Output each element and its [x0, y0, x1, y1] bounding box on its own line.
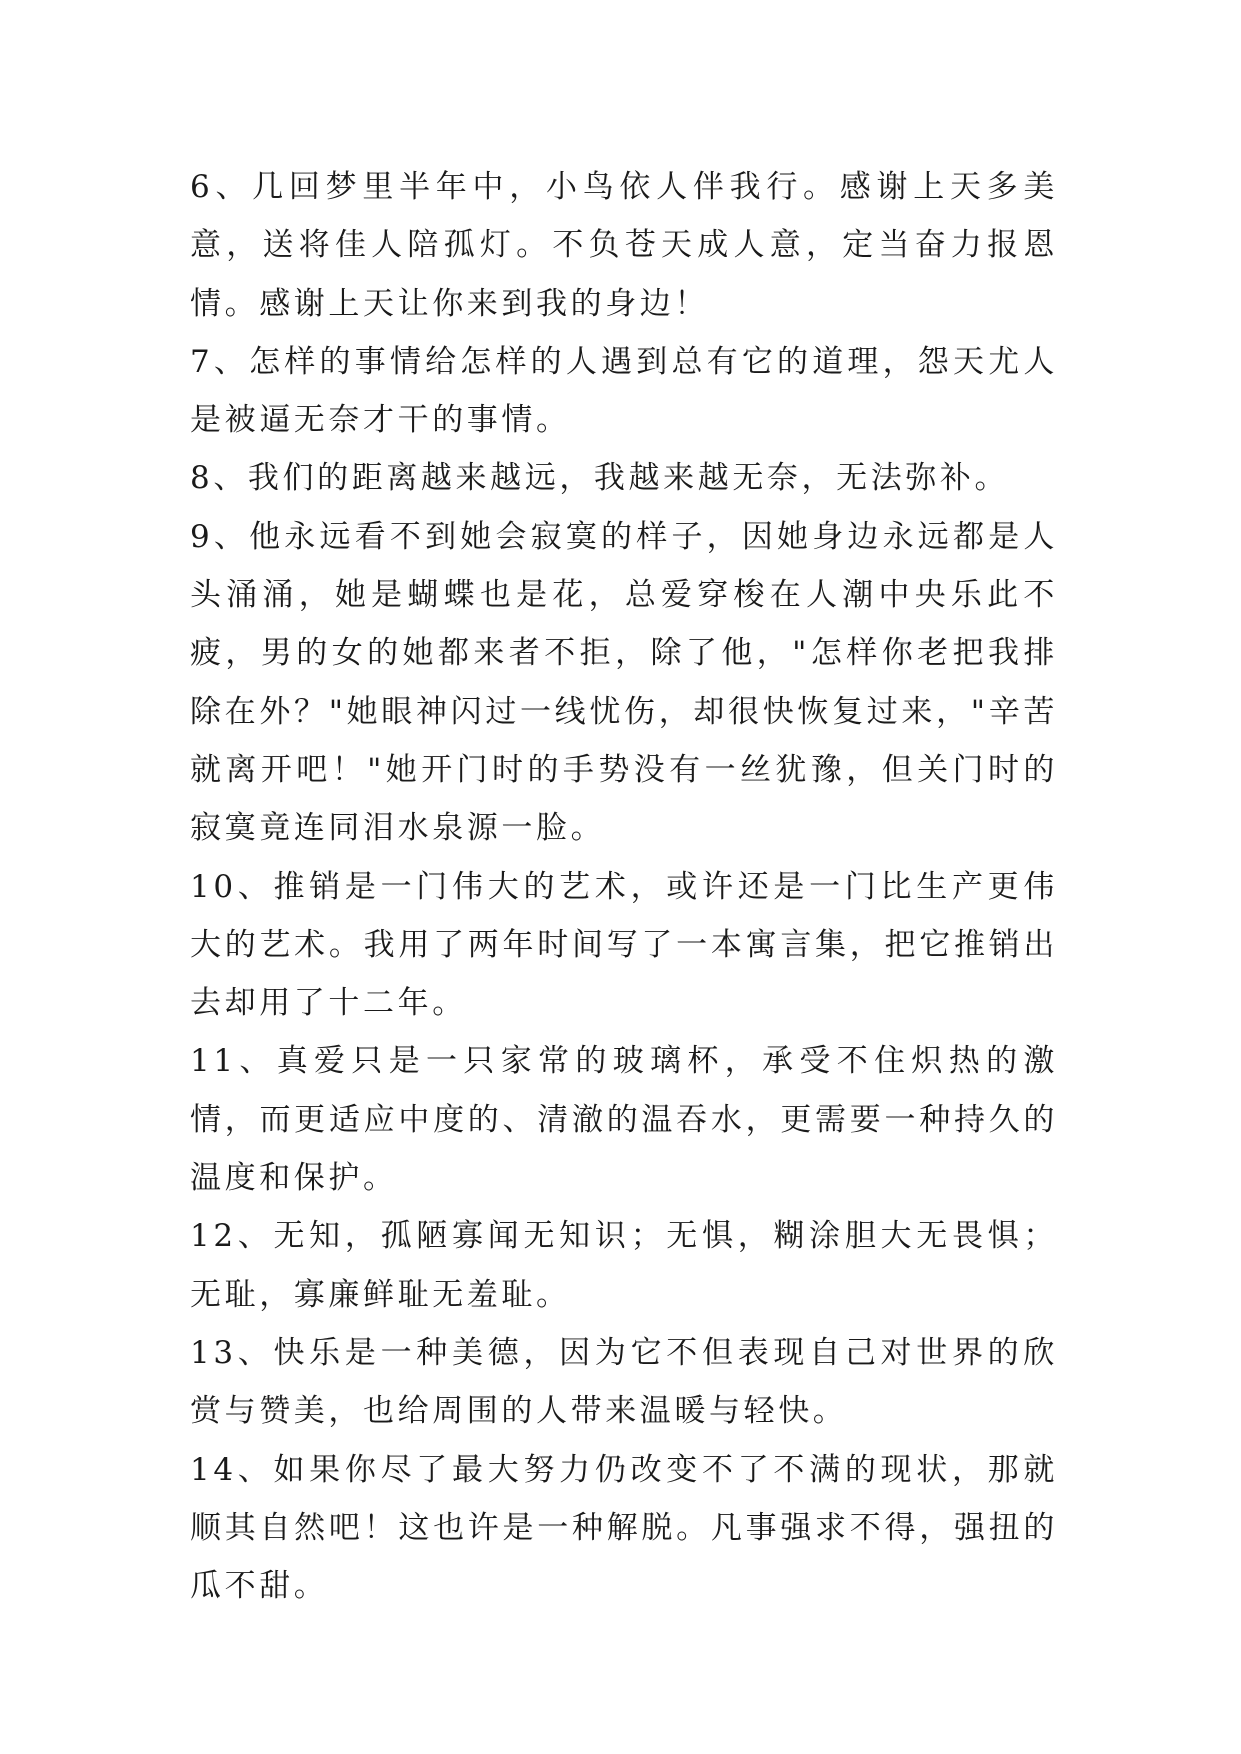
paragraph-9: 9、他永远看不到她会寂寞的样子，因她身边永远都是人头涌涌，她是蝴蝶也是花，总爱穿梭在人潮中央乐此不疲，男的女的她都来者不拒，除了他，"怎样你老把我排除在外？"她眼神闪过一线忧伤，却很快恢复过来，"辛苦就离开吧！"她开门时的手势没有一丝犹豫，但关门时的寂寞竟连同泪水泉源一脸。: [190, 518, 1058, 847]
paragraph-14: 14、如果你尽了最大努力仍改变不了不满的现状，那就顺其自然吧！这也许是一种解脱。凡事强求不得，强扭的瓜不甜。: [190, 1451, 1058, 1605]
paragraph-8: 8、我们的距离越来越远，我越来越无奈，无法弥补。: [190, 460, 1010, 497]
paragraph-11: 11、真爱只是一只家常的玻璃杯，承受不住炽热的激情，而更适应中度的、清澈的温吞水，更需要一种持久的温度和保护。: [190, 1043, 1058, 1197]
paragraph-10: 10、推销是一门伟大的艺术，或许还是一门比生产更伟大的艺术。我用了两年时间写了一本寓言集，把它推销出去却用了十二年。: [190, 868, 1058, 1022]
paragraph-6: 6、几回梦里半年中，小鸟依人伴我行。感谢上天多美意，送将佳人陪孤灯。不负苍天成人意，定当奋力报恩情。感谢上天让你来到我的身边！: [190, 169, 1058, 322]
paragraph-12: 12、无知，孤陋寡闻无知识；无惧，糊涂胆大无畏惧；无耻，寡廉鲜耻无羞耻。: [190, 1218, 1058, 1313]
paragraph-7: 7、怎样的事情给怎样的人遇到总有它的道理，怨天尤人是被逼无奈才干的事情。: [190, 343, 1058, 439]
document-page: [190, 158, 1058, 1615]
paragraph-13: 13、快乐是一种美德，因为它不但表现自己对世界的欣赏与赞美，也给周围的人带来温暖与轻快。: [190, 1334, 1058, 1430]
